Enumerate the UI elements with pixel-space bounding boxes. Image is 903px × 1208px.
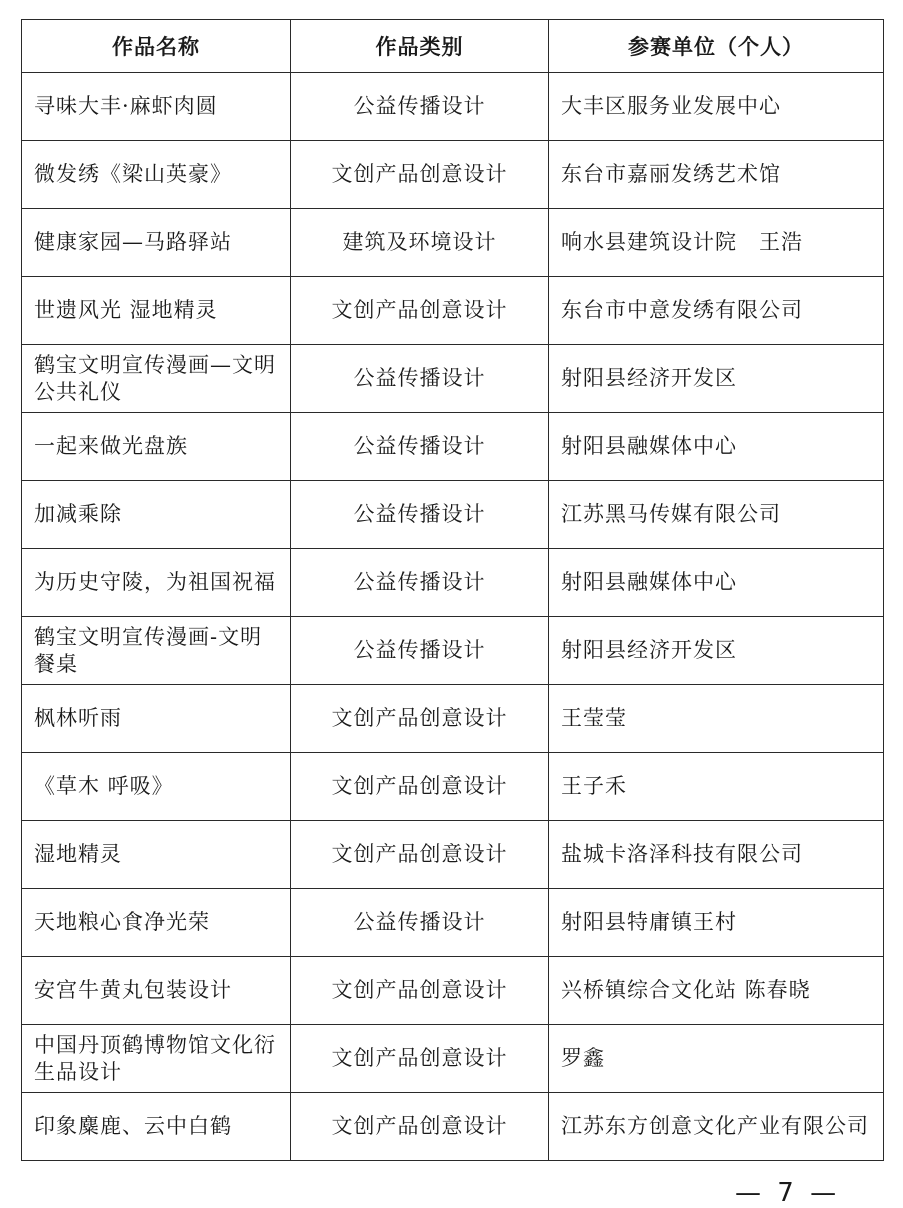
participant-unit-cell: 射阳县经济开发区 [549,617,884,685]
participant-unit-cell: 射阳县融媒体中心 [549,413,884,481]
table-header-row [22,20,884,73]
table-row [22,345,884,413]
participant-unit-cell: 射阳县经济开发区 [549,345,884,413]
participant-unit-cell: 射阳县融媒体中心 [549,549,884,617]
participant-unit-cell: 王子禾 [549,753,884,821]
participant-unit-cell: 东台市中意发绣有限公司 [549,277,884,345]
work-category-cell: 公益传播设计 [291,73,549,141]
participant-unit-cell: 罗鑫 [549,1025,884,1093]
table-row [22,481,884,549]
work-category-cell: 公益传播设计 [291,617,549,685]
participant-unit-cell: 大丰区服务业发展中心 [549,73,884,141]
work-category-cell: 文创产品创意设计 [291,685,549,753]
work-name-cell: 鹤宝文明宣传漫画—文明公共礼仪 [22,345,291,413]
work-category-cell: 文创产品创意设计 [291,957,549,1025]
participant-unit-cell: 江苏黑马传媒有限公司 [549,481,884,549]
table-row [22,413,884,481]
work-category-cell: 文创产品创意设计 [291,821,549,889]
work-category-cell: 公益传播设计 [291,549,549,617]
work-name-cell: 一起来做光盘族 [22,413,291,481]
table-row [22,685,884,753]
table-row [22,549,884,617]
participant-unit-cell: 东台市嘉丽发绣艺术馆 [549,141,884,209]
table-row [22,617,884,685]
participant-unit-cell: 江苏东方创意文化产业有限公司 [549,1093,884,1161]
work-name-cell: 《草木 呼吸》 [22,753,291,821]
table-row [22,209,884,277]
work-name-cell: 印象麋鹿、云中白鹤 [22,1093,291,1161]
header-participant-unit: 参赛单位（个人） [549,20,884,73]
work-name-cell: 健康家园—马路驿站 [22,209,291,277]
work-name-cell: 微发绣《梁山英豪》 [22,141,291,209]
work-category-cell: 文创产品创意设计 [291,1025,549,1093]
award-table-sheet [21,19,883,1159]
table-row [22,277,884,345]
work-name-cell: 中国丹顶鹤博物馆文化衍生品设计 [22,1025,291,1093]
work-category-cell: 公益传播设计 [291,345,549,413]
table-row [22,141,884,209]
participant-unit-cell: 响水县建筑设计院 王浩 [549,209,884,277]
participant-unit-cell: 兴桥镇综合文化站 陈春晓 [549,957,884,1025]
work-name-cell: 枫林听雨 [22,685,291,753]
table-row [22,753,884,821]
work-category-cell: 文创产品创意设计 [291,141,549,209]
work-name-cell: 湿地精灵 [22,821,291,889]
table-row [22,957,884,1025]
page-number: — 7 — [735,1178,841,1208]
work-category-cell: 建筑及环境设计 [291,209,549,277]
work-name-cell: 寻味大丰·麻虾肉圆 [22,73,291,141]
work-category-cell: 公益传播设计 [291,481,549,549]
table-row [22,821,884,889]
participant-unit-cell: 王莹莹 [549,685,884,753]
participant-unit-cell: 盐城卡洛泽科技有限公司 [549,821,884,889]
work-category-cell: 文创产品创意设计 [291,277,549,345]
work-name-cell: 世遗风光 湿地精灵 [22,277,291,345]
table-row [22,1093,884,1161]
work-name-cell: 加减乘除 [22,481,291,549]
work-category-cell: 文创产品创意设计 [291,753,549,821]
header-work-name: 作品名称 [22,20,291,73]
work-name-cell: 安宫牛黄丸包装设计 [22,957,291,1025]
work-category-cell: 文创产品创意设计 [291,1093,549,1161]
work-name-cell: 为历史守陵，为祖国祝福 [22,549,291,617]
work-category-cell: 公益传播设计 [291,889,549,957]
work-name-cell: 鹤宝文明宣传漫画-文明餐桌 [22,617,291,685]
header-work-category: 作品类别 [291,20,549,73]
work-name-cell: 天地粮心食净光荣 [22,889,291,957]
award-table [21,19,884,1161]
table-row [22,1025,884,1093]
table-row [22,889,884,957]
table-row [22,73,884,141]
work-category-cell: 公益传播设计 [291,413,549,481]
participant-unit-cell: 射阳县特庸镇王村 [549,889,884,957]
